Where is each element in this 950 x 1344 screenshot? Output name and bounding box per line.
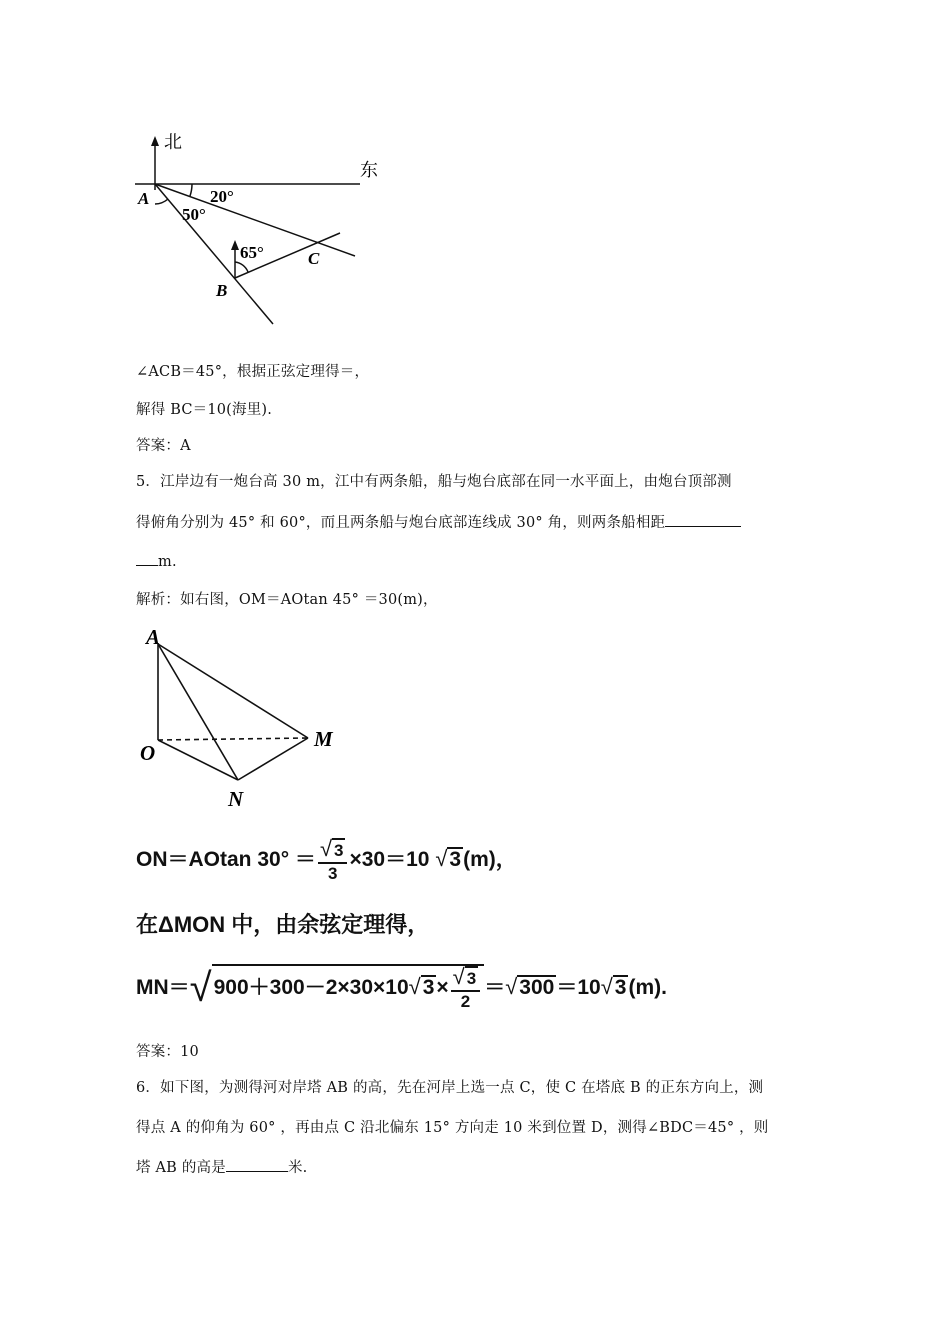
label-angle-50: 50° (182, 205, 206, 224)
label-east: 东 (360, 160, 378, 180)
fraction-sqrt3-over-3: $\frac{√ 3}{3}$ (318, 838, 348, 883)
angle-arc-50 (155, 199, 168, 204)
sqrt-inner-expression: 900＋300－2×30×10 (213, 976, 409, 1000)
label-point-o: O (140, 741, 156, 765)
sqrt-300: 300 (519, 976, 555, 1000)
north-arrow-icon (151, 136, 159, 146)
equation-on-unit: (m)， (463, 848, 517, 872)
fraction-denominator: 3 (327, 864, 338, 883)
fraction-numerator-2: 3 (465, 966, 478, 990)
equation-on: ON＝AOtan 30° ＝ $\frac{√ 3}{3}$ ×30＝10 √3(m)， (136, 836, 517, 883)
fraction-numerator: 3 (332, 838, 345, 862)
label-point-n: N (228, 787, 244, 811)
angle-arc-65 (235, 262, 248, 272)
edge-n-m (238, 738, 308, 780)
answer-4: 答案：A (136, 438, 191, 454)
equation-on-left: ON＝AOtan 30° ＝ (136, 848, 316, 872)
label-point-a: A (138, 189, 150, 208)
sqrt-3-final: 3 (614, 976, 627, 1000)
edge-o-m-dashed (158, 738, 308, 740)
equation-mn-left: MN＝ (136, 976, 190, 1000)
angle-arc-20 (190, 184, 192, 196)
problem-5-unit: m. (158, 554, 177, 570)
equals-1: ＝ (484, 976, 506, 1000)
answer-blank-5b (136, 551, 158, 566)
big-sqrt-content: 900＋300－2×30×10√3× $\frac{√ 3}{2}$ (212, 964, 485, 1011)
text-line-bc: 解得 BC＝10(海里). (136, 402, 273, 418)
label-point-a2: A (146, 625, 161, 649)
answer-5: 答案：10 (136, 1044, 199, 1060)
fraction-denominator-2: 2 (460, 992, 471, 1011)
label-north: 北 (164, 132, 182, 152)
label-angle-65: 65° (240, 243, 264, 262)
problem-6-line-1: 6．如下图，为测得河对岸塔 AB 的高，先在河岸上选一点 C，使 C 在塔底 B 的正东方向上，测 (136, 1080, 764, 1096)
answer-blank-6 (226, 1157, 288, 1172)
answer-blank-5a (665, 512, 741, 527)
north-arrow-b-icon (231, 240, 239, 250)
problem-6-unit: 米. (287, 1160, 308, 1176)
equation-on-right: ×30＝10 (349, 848, 430, 872)
equation-mn-unit: (m). (628, 976, 667, 1000)
solution-5: 解析：如右图，OM＝AOtan 45° ＝30(m)， (136, 592, 438, 608)
problem-6-text: 塔 AB 的高是 (136, 1160, 226, 1176)
tetrahedron-diagram (130, 622, 360, 812)
label-angle-20: 20° (210, 187, 234, 206)
problem-5-line-2-text: 得俯角分别为 45° 和 60°，而且两条船与炮台底部连线成 30° 角，则两条船相距 (136, 515, 666, 531)
problem-5-line-3 (136, 551, 177, 570)
label-point-c: C (308, 249, 320, 268)
equation-mn: MN＝√900＋300－2×30×10√3× $\frac{√ 3}{2}$ ＝√300＝10√3(m). (136, 964, 667, 1011)
inner-sqrt-value: 3 (422, 976, 435, 1000)
problem-5-line-2 (136, 511, 741, 532)
label-point-m: M (314, 727, 333, 751)
fraction-sqrt3-over-2: $\frac{√ 3}{2}$ (451, 966, 481, 1011)
problem-6-line-3 (136, 1156, 307, 1177)
edge-a-m (158, 644, 308, 738)
problem-6-line-2: 得点 A 的仰角为 60° ，再由点 C 沿北偏东 15° 方向走 10 米到位置 D，测得∠BDC＝45° ，则 (136, 1120, 769, 1136)
sqrt-value: 3 (449, 848, 462, 872)
times-sign: × (436, 976, 449, 1000)
text-line-acb: ∠ACB＝45°，根据正弦定理得＝， (136, 364, 370, 380)
equals-2: ＝10 (556, 976, 601, 1000)
text-mon: 在ΔMON 中，由余弦定理得， (136, 912, 430, 937)
problem-5-line-1: 5．江岸边有一炮台高 30 m，江中有两条船，船与炮台底部在同一水平面上，由炮台顶部测 (136, 474, 732, 490)
label-point-b: B (216, 281, 228, 300)
bearing-diagram (130, 128, 390, 328)
